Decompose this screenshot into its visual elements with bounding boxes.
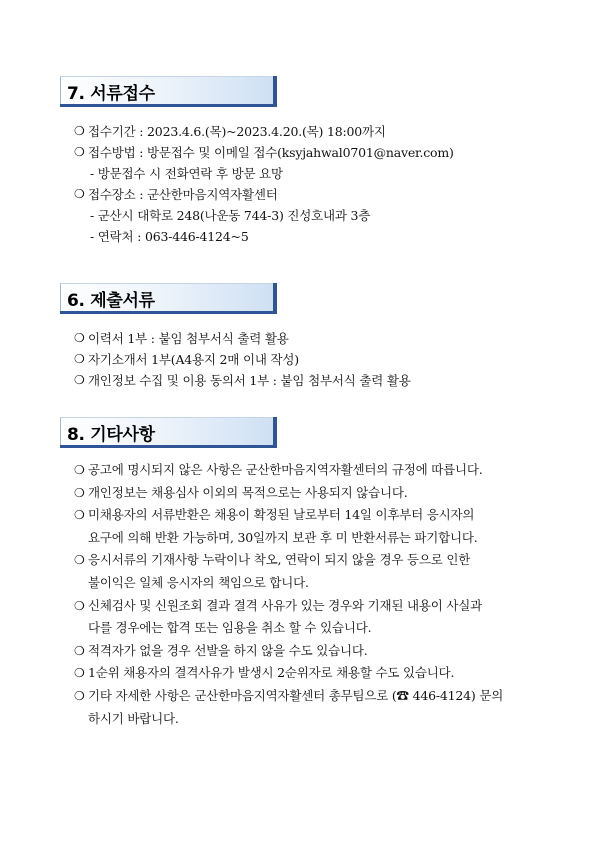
section-body [60, 328, 550, 391]
sub-item: - 군산시 대학로 248(나운동 744-3) 진성호내과 3층 [90, 208, 371, 223]
list-item: ❍ 적격자가 없을 경우 선발을 하지 않을 수도 있습니다. [60, 640, 550, 663]
list-item: ❍ 1순위 채용자의 결격사유가 발생시 2순위자로 채용할 수도 있습니다. [60, 662, 550, 685]
section-body [60, 459, 550, 730]
section-application [60, 76, 550, 247]
list-item: ❍ 개인정보 수집 및 이용 동의서 1부 : 붙임 첨부서식 출력 활용 [60, 370, 550, 391]
circle-bullet-icon: ❍ [74, 187, 85, 201]
list-item: ❍ 접수방법 : 방문접수 및 이메일 접수(ksyjahwal0701@naver.com) [60, 142, 550, 163]
section-header [60, 417, 550, 449]
circle-bullet-icon: ❍ [74, 666, 85, 681]
sub-item: - 연락처 : 063-446-4124~5 [90, 229, 249, 244]
list-item: ❍ 접수장소 : 군산한마음지역자활센터 [60, 184, 550, 205]
circle-bullet-icon: ❍ [74, 485, 85, 500]
list-item: ❍ 응시서류의 기재사항 누락이나 착오, 연락이 되지 않을 경우 등으로 인한 불이익은 일체 응시자의 책임으로 합니다. [60, 549, 550, 594]
list-item: ❍ 개인정보는 채용심사 이외의 목적으로는 사용되지 않습니다. [60, 482, 550, 505]
section-title: 6. 제출서류 [67, 291, 155, 311]
circle-bullet-icon: ❍ [74, 463, 85, 477]
circle-bullet-icon: ❍ [74, 508, 85, 523]
section-body [60, 121, 550, 247]
list-item: ❍ 이력서 1부 : 붙임 첨부서식 출력 활용 [60, 328, 550, 349]
circle-bullet-icon: ❍ [74, 124, 85, 138]
section-misc [60, 417, 550, 730]
circle-bullet-icon: ❍ [74, 331, 85, 345]
circle-bullet-icon: ❍ [74, 643, 85, 658]
circle-bullet-icon: ❍ [74, 598, 85, 613]
circle-bullet-icon: ❍ [74, 553, 85, 568]
section-title: 8. 기타사항 [67, 425, 155, 445]
list-item: ❍ 기타 자세한 사항은 군산한마음지역자활센터 총무팀으로 (☎ 446-4124) 문의 하시기 바랍니다. [60, 685, 550, 730]
list-item: ❍ 자기소개서 1부(A4용지 2매 이내 작성) [60, 349, 550, 370]
sub-item: - 방문접수 시 전화연락 후 방문 요망 [90, 166, 283, 181]
section-title: 7. 서류접수 [67, 84, 155, 104]
list-item: ❍ 공고에 명시되지 않은 사항은 군산한마음지역자활센터의 규정에 따릅니다. [60, 459, 550, 482]
list-item: ❍ 접수기간 : 2023.4.6.(목)~2023.4.20.(목) 18:00까지 [60, 121, 550, 142]
circle-bullet-icon: ❍ [74, 373, 85, 387]
circle-bullet-icon: ❍ [74, 145, 85, 159]
list-item: ❍ 미채용자의 서류반환은 채용이 확정된 날로부터 14일 이후부터 응시자의 요구에 의해 반환 가능하며, 30일까지 보관 후 미 반환서류는 파기합니다. [60, 504, 550, 549]
list-item: ❍ 신체검사 및 신원조회 결과 결격 사유가 있는 경우와 기재된 내용이 사실과 다를 경우에는 합격 또는 임용을 취소 할 수 있습니다. [60, 595, 550, 640]
section-header [60, 283, 550, 315]
section-documents [60, 283, 550, 391]
section-header [60, 76, 550, 108]
circle-bullet-icon: ❍ [74, 688, 85, 703]
circle-bullet-icon: ❍ [74, 352, 85, 366]
